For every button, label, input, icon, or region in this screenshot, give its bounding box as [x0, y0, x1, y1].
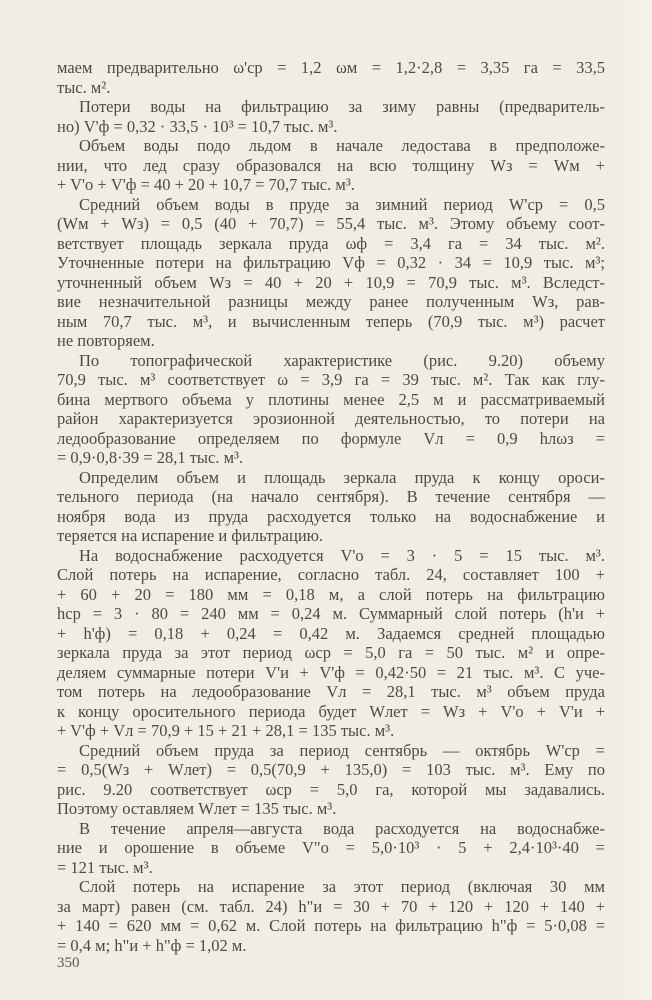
text-line: том потерь на ледообразование Vл = 28,1 тыс. м³ объем пруда: [57, 682, 605, 701]
text-line: ние и орошение в объеме V"о = 5,0·10³ · 5 + 2,4·10³·40 =: [57, 838, 605, 857]
text-line: теряется на испарение и фильтрацию.: [57, 526, 324, 545]
page-edge-shadow: [622, 0, 652, 1000]
text-line: (Wм + Wз) = 0,5 (40 + 70,7) = 55,4 тыс. м³. Этому объему соот-: [57, 214, 605, 233]
text-line: В течение апреля—августа вода расходуется на водоснабже-: [79, 818, 605, 838]
text-line: рис. 9.20 соответствует ωср = 5,0 га, которой мы задавались.: [57, 779, 605, 799]
text-line: Поэтому оставляем Wлет = 135 тыс. м³.: [57, 799, 337, 818]
text-line: тыс. м².: [57, 77, 111, 97]
text-line: Слой потерь на испарение за этот период (включая 30 мм: [79, 877, 605, 896]
text-line: 70,9 тыс. м³ соответствует ω = 3,9 га = 39 тыс. м². Так как глу-: [57, 370, 605, 389]
text-line: = 0,9·0,8·39 = 28,1 тыс. м³.: [57, 448, 244, 467]
text-line: деляем суммарные потери V'и + V'ф = 0,42·50 = 21 тыс. м³. С уче-: [57, 662, 605, 682]
text-line: уточненный объем Wз = 40 + 20 + 10,9 = 70,9 тыс. м³. Вследст-: [57, 272, 605, 292]
text-line: + V'о + V'ф = 40 + 20 + 10,7 = 70,7 тыс. м³.: [57, 175, 355, 194]
text-line: район характеризуется эрозионной деятельностью, то потери на: [57, 409, 605, 428]
text-line: = 0,5(Wз + Wлет) = 0,5(70,9 + 135,0) = 103 тыс. м³. Ему по: [57, 760, 605, 779]
text-line: ветствует площадь зеркала пруда ωф = 3,4 га = 34 тыс. м².: [57, 233, 605, 253]
text-line: = 0,4 м; h"и + h"ф = 1,02 м.: [57, 935, 247, 955]
text-line: По топографической характеристике (рис. 9.20) объему: [79, 350, 605, 370]
text-line: Слой потерь на испарение, согласно табл. 24, составляет 100 +: [57, 565, 605, 584]
text-line: На водоснабжение расходуется V'о = 3 · 5 = 15 тыс. м³.: [79, 545, 605, 565]
text-line: маем предварительно ω'ср = 1,2 ωм = 1,2·2,8 = 3,35 га = 33,5: [57, 58, 605, 77]
text-line: Определим объем и площадь зеркала пруда к концу ороси-: [79, 467, 605, 487]
text-line: тельного периода (на начало сентября). В течение сентября —: [57, 487, 605, 506]
text-line: не повторяем.: [57, 331, 155, 350]
text-line: ледообразование определяем по формуле Vл = 0,9 hлωз =: [57, 428, 605, 448]
page-number: 350: [57, 955, 80, 971]
text-line: + 140 = 620 мм = 0,62 м. Слой потерь на фильтрацию h"ф = 5·0,08 =: [57, 916, 605, 935]
text-line: Уточненные потери на фильтрацию Vф = 0,32 · 34 = 10,9 тыс. м³;: [57, 253, 605, 272]
text-line: Объем воды подо льдом в начале ледостава в предположе-: [79, 136, 605, 155]
text-line: нии, что лед сразу образовался на всю толщину Wз = Wм +: [57, 155, 605, 175]
text-line: но) V'ф = 0,32 · 33,5 · 10³ = 10,7 тыс. м³.: [57, 116, 338, 136]
text-line: Потери воды на фильтрацию за зиму равны (предваритель-: [79, 97, 605, 116]
text-line: к концу оросительного периода будет Wлет = Wз + V'о + V'и +: [57, 701, 605, 721]
text-line: вие незначительной разницы между ранее полученным Wз, рав-: [57, 292, 605, 311]
text-line: = 121 тыс. м³.: [57, 857, 153, 877]
text-line: + V'ф + Vл = 70,9 + 15 + 21 + 28,1 = 135 тыс. м³.: [57, 721, 395, 740]
text-line: hср = 3 · 80 = 240 мм = 0,24 м. Суммарный слой потерь (h'и +: [57, 604, 605, 623]
page-body-text: [57, 58, 605, 955]
text-line: за март) равен (см. табл. 24) h"и = 30 + 70 + 120 + 120 + 140 +: [57, 896, 605, 916]
text-line: ным 70,7 тыс. м³, и вычисленным теперь (70,9 тыс. м³) расчет: [57, 311, 605, 331]
text-line: бина мертвого объема у плотины менее 2,5 м и рассматриваемый: [57, 389, 605, 409]
text-line: ноября вода из пруда расходуется только на водоснабжение и: [57, 506, 605, 526]
text-line: Средний объем воды в пруде за зимний период W'ср = 0,5: [79, 194, 605, 214]
text-line: Средний объем пруда за период сентябрь — октябрь W'ср =: [79, 740, 605, 760]
text-line: зеркала пруда за этот период ωср = 5,0 га = 50 тыс. м² и опре-: [57, 643, 605, 662]
text-line: + 60 + 20 = 180 мм = 0,18 м, а слой потерь на фильтрацию: [57, 584, 605, 604]
text-line: + h'ф) = 0,18 + 0,24 = 0,42 м. Задаемся средней площадью: [57, 623, 605, 643]
